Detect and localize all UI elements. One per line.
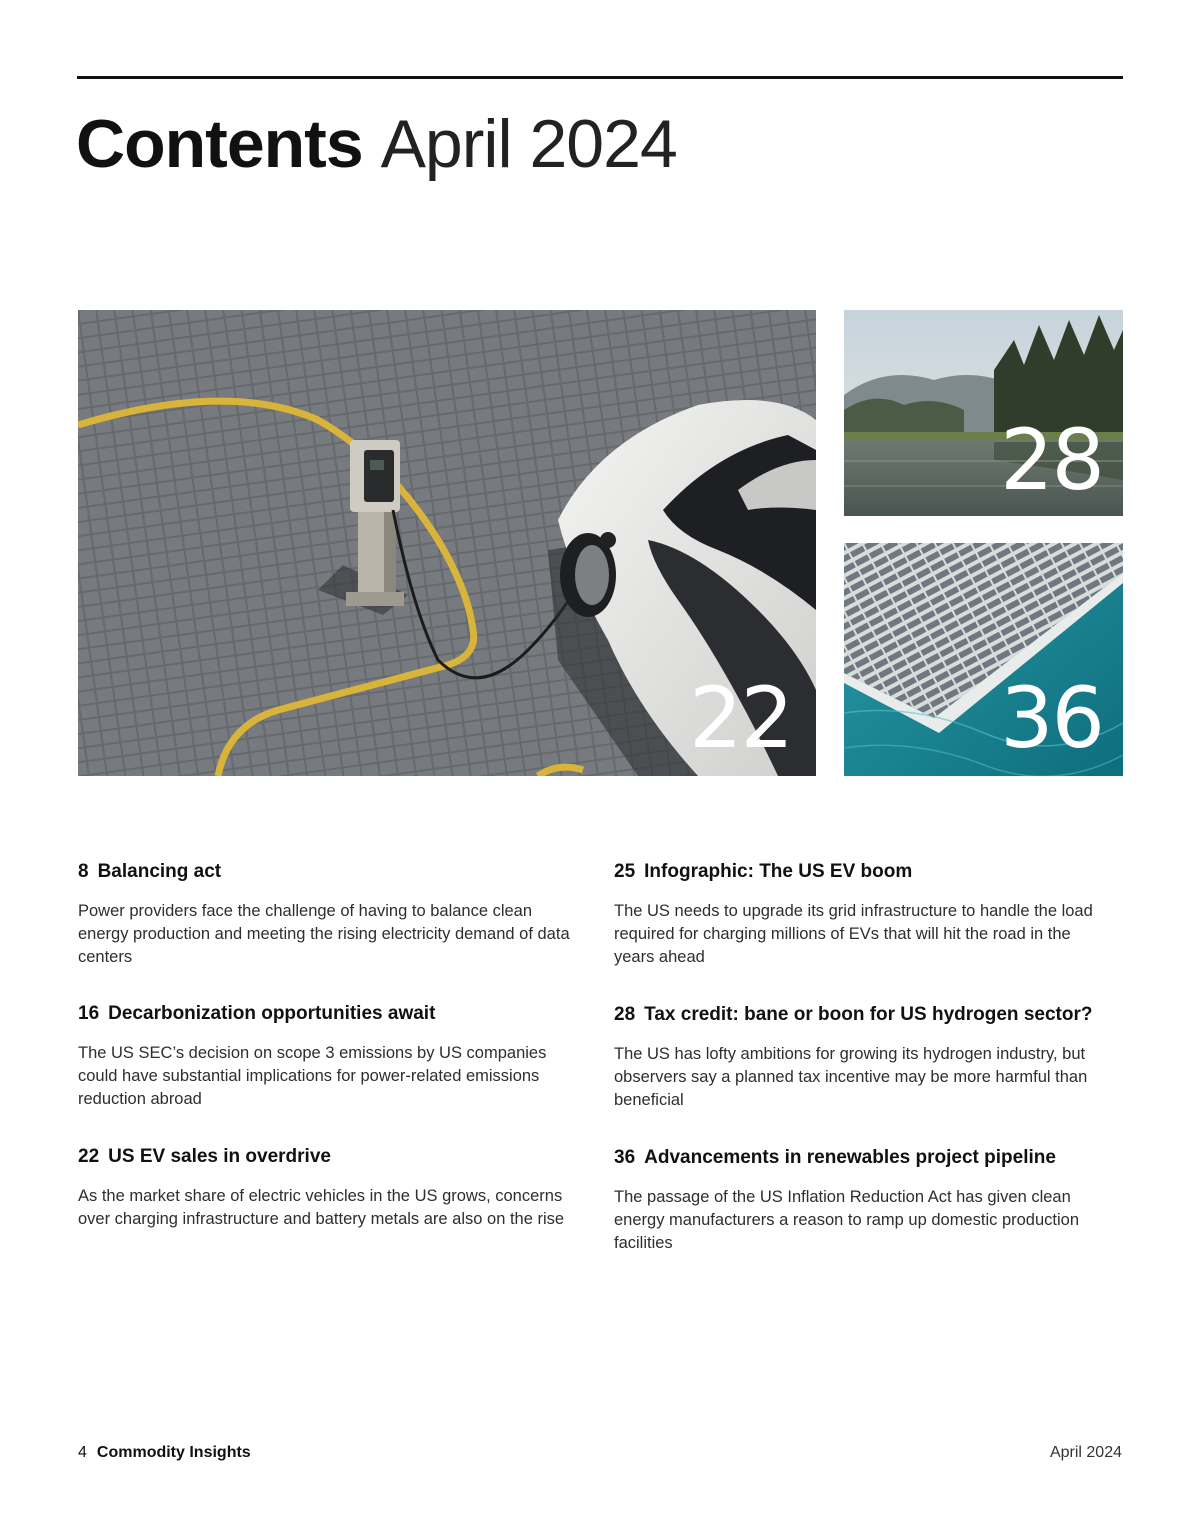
toc-entry[interactable] bbox=[614, 860, 1114, 969]
toc-page-number: 28 bbox=[614, 1004, 636, 1025]
toc-heading[interactable] bbox=[614, 1003, 1114, 1027]
lake-photo[interactable] bbox=[844, 310, 1123, 516]
toc-page-number: 8 bbox=[78, 861, 89, 882]
toc-page-number: 36 bbox=[614, 1147, 636, 1168]
toc-heading[interactable] bbox=[614, 860, 1114, 884]
toc-description: The US needs to upgrade its grid infrastructure to handle the load required for charging millions of EVs that will hit the road in the years ahead bbox=[614, 902, 1093, 966]
toc-entry[interactable] bbox=[614, 1003, 1114, 1112]
toc-description: The passage of the US Inflation Reduction Act has given clean energy manufacturers a reason to ramp up domestic production facilities bbox=[614, 1188, 1079, 1252]
toc-page-number: 22 bbox=[78, 1146, 100, 1167]
toc-title: US EV sales in overdrive bbox=[108, 1146, 331, 1167]
title-date: April 2024 bbox=[380, 106, 677, 182]
toc-heading[interactable] bbox=[78, 1145, 578, 1169]
toc-description: The US has lofty ambitions for growing its hydrogen industry, but observers say a planned tax incentive may be more harmful than beneficial bbox=[614, 1045, 1088, 1109]
ev-charging-photo[interactable] bbox=[78, 310, 816, 776]
toc-entry[interactable] bbox=[78, 860, 578, 969]
footer-date: April 2024 bbox=[1049, 1444, 1122, 1461]
toc-description: Power providers face the challenge of having to balance clean energy production and meeting the rising electricity demand of data centers bbox=[78, 902, 570, 966]
title-contents: Contents bbox=[76, 106, 363, 182]
toc-title: Balancing act bbox=[97, 861, 222, 882]
toc-title: Decarbonization opportunities await bbox=[108, 1003, 436, 1024]
toc-title: Tax credit: bane or boon for US hydrogen sector? bbox=[644, 1004, 1093, 1025]
toc-entry[interactable] bbox=[78, 1002, 578, 1111]
toc-description: The US SEC’s decision on scope 3 emissions by US companies could have substantial implications for power-related emissions reduction abroad bbox=[78, 1044, 547, 1108]
toc-title: Infographic: The US EV boom bbox=[644, 861, 913, 882]
toc-title: Advancements in renewables project pipeline bbox=[644, 1147, 1056, 1168]
toc-page-number: 16 bbox=[78, 1003, 100, 1024]
toc-heading[interactable] bbox=[614, 1146, 1114, 1170]
photo-page-number-22: 22 bbox=[689, 669, 792, 767]
toc-heading[interactable] bbox=[78, 860, 578, 884]
floating-solar-photo[interactable] bbox=[844, 543, 1123, 776]
footer-brand: Commodity Insights bbox=[96, 1444, 251, 1461]
toc-page-number: 25 bbox=[614, 861, 636, 882]
page-title bbox=[76, 104, 677, 184]
toc-entry[interactable] bbox=[78, 1145, 578, 1231]
photo-page-number-28: 28 bbox=[1000, 411, 1103, 509]
footer-left bbox=[78, 1444, 251, 1462]
footer-page-number: 4 bbox=[78, 1444, 87, 1461]
toc-heading[interactable] bbox=[78, 1002, 578, 1026]
photo-page-number-36: 36 bbox=[1000, 669, 1103, 767]
toc-entry[interactable] bbox=[614, 1146, 1114, 1255]
top-rule bbox=[77, 76, 1123, 79]
toc-description: As the market share of electric vehicles in the US grows, concerns over charging infrastructure and battery metals are also on the rise bbox=[78, 1187, 565, 1228]
